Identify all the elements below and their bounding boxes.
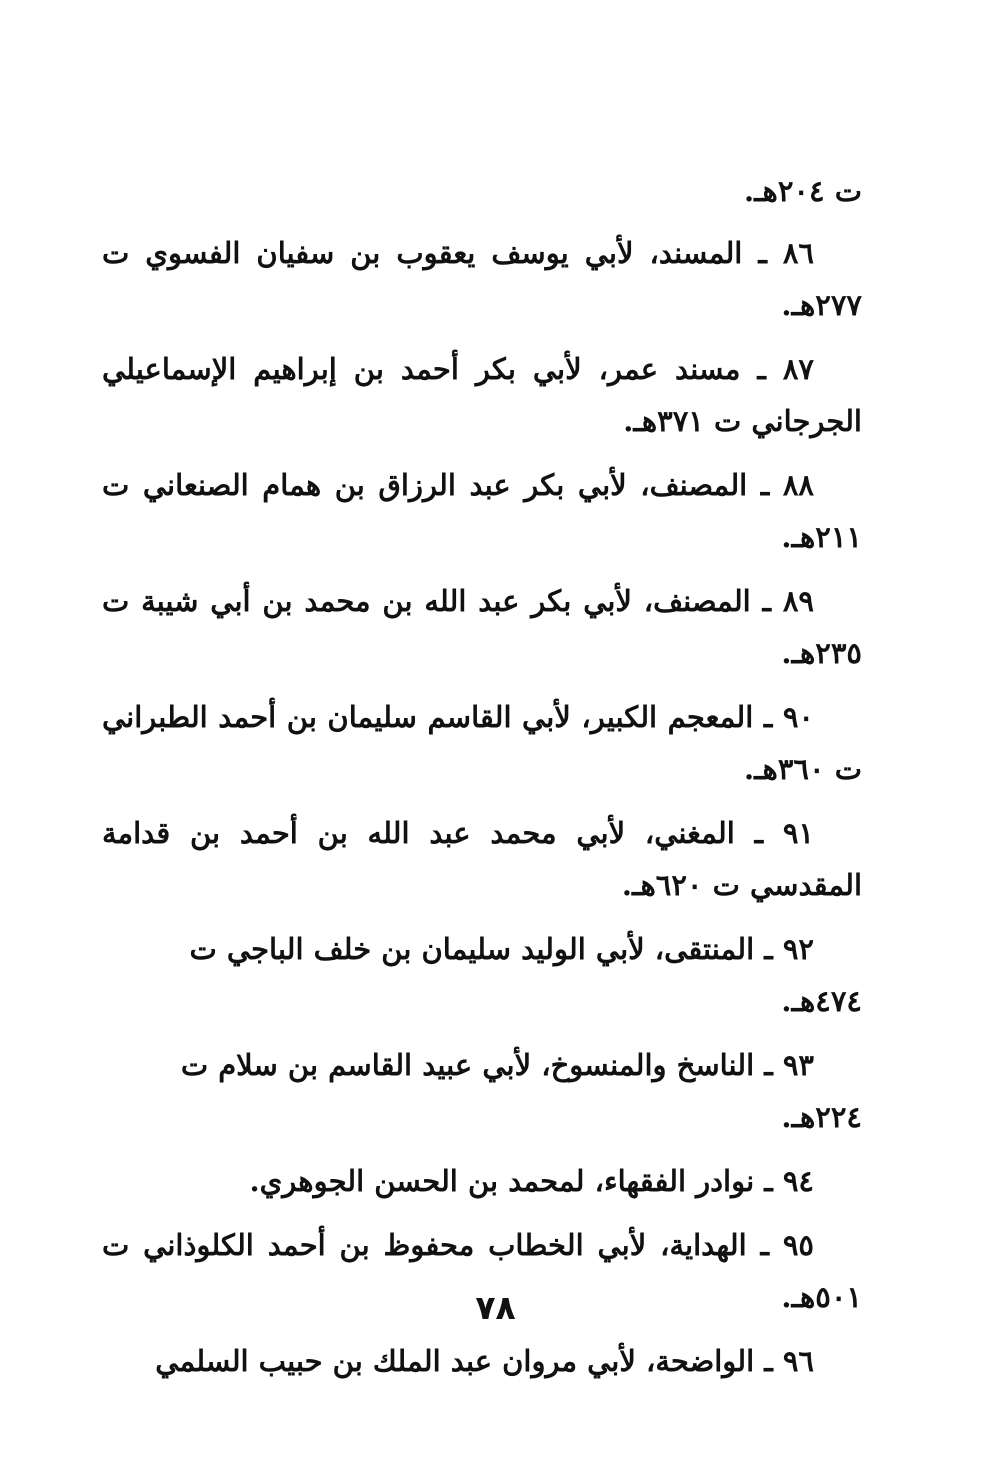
list-entry-91: ٩١ ـ المغني، لأبي محمد عبد الله بن أحمد بن قدامة المقدسي ت ٦٢٠هـ. — [102, 816, 862, 902]
list-entry-continuation: ت ٢٠٤هـ. — [743, 174, 862, 208]
list-entry-95: ٩٥ ـ الهداية، لأبي الخطاب محفوظ بن أحمد الكلوذاني ت ٥٠١هـ. — [102, 1228, 862, 1314]
list-entry-93: ٩٣ ـ الناسخ والمنسوخ، لأبي عبيد القاسم بن سلام ت ٢٢٤هـ. — [180, 1048, 862, 1134]
list-entry-94: ٩٤ ـ نوادر الفقهاء، لمحمد بن الحسن الجوهري. — [249, 1164, 814, 1198]
list-entry-88: ٨٨ ـ المصنف، لأبي بكر عبد الرزاق بن همام الصنعاني ت ٢١١هـ. — [102, 468, 862, 554]
page-number: ٧٨ — [475, 1288, 516, 1327]
list-entry-87: ٨٧ ـ مسند عمر، لأبي بكر أحمد بن إبراهيم الإسماعيلي الجرجاني ت ٣٧١هـ. — [102, 352, 862, 438]
list-entry-89: ٨٩ ـ المصنف، لأبي بكر عبد الله بن محمد بن أبي شيبة ت ٢٣٥هـ. — [102, 584, 862, 670]
bibliography-list — [102, 165, 862, 1399]
list-entry-86: ٨٦ ـ المسند، لأبي يوسف يعقوب بن سفيان الفسوي ت ٢٧٧هـ. — [102, 236, 862, 322]
list-entry-96: ٩٦ ـ الواضحة، لأبي مروان عبد الملك بن حبيب السلمي — [155, 1344, 814, 1378]
list-entry-90: ٩٠ ـ المعجم الكبير، لأبي القاسم سليمان بن أحمد الطبراني ت ٣٦٠هـ. — [102, 700, 862, 786]
list-entry-92: ٩٢ ـ المنتقى، لأبي الوليد سليمان بن خلف الباجي ت ٤٧٤هـ. — [189, 932, 862, 1018]
